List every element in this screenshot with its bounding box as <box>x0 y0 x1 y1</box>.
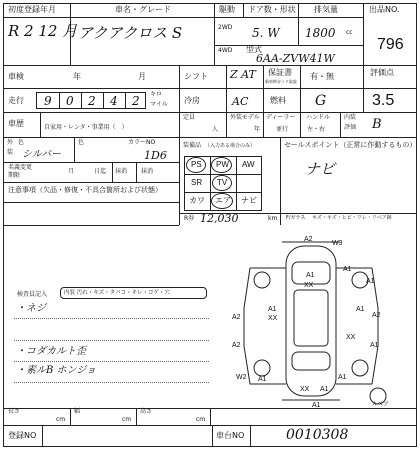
score-label: 評価点 <box>370 68 394 77</box>
mileage-digit: 4 <box>110 94 118 108</box>
first-registration-label: 初度登録年月 <box>8 5 56 14</box>
damage-mark: W3 <box>332 240 343 247</box>
inspector-header-box: 内装 汚れ・キズ・タバコ・キレ・コゲ・穴 <box>60 287 207 299</box>
damage-mark: A2 <box>232 342 241 349</box>
r-ticket-value: 12,030 <box>200 212 239 225</box>
damage-mark: A1 <box>258 376 267 383</box>
mileage-digits-box <box>36 92 146 109</box>
first-registration-value: R 2 12 月 <box>8 22 78 40</box>
inspector-note: ・コダカルト歪 <box>16 346 86 357</box>
mileage-digit: 9 <box>44 94 52 108</box>
mile-label: マイル <box>150 101 168 108</box>
equipment-leather: カワ <box>189 196 205 205</box>
header-divider <box>3 17 363 18</box>
r-ticket-label: R券 <box>184 215 195 222</box>
cancel-label: 抹消 <box>141 168 154 175</box>
damage-mark: XX <box>304 282 314 289</box>
cc-unit: cc <box>346 29 353 36</box>
color-no-label: カラーNO <box>128 139 156 146</box>
shift-value: Z AT <box>230 68 256 81</box>
warranty-options: 有・無 <box>310 72 334 81</box>
inspector-note: ・素ルB ホンジョ <box>16 365 97 376</box>
displacement-value: 1800 <box>305 26 336 40</box>
damage-mark: A1 <box>312 402 321 409</box>
damage-mark: A1 <box>320 386 329 393</box>
damage-mark: A1 <box>370 342 379 349</box>
history-options: 自家用・レンタ・事業用（ ） <box>44 124 128 131</box>
km-label: キロ <box>150 91 163 98</box>
dealer-label: ディーラー <box>266 114 296 121</box>
circle-mark <box>212 175 232 191</box>
auction-inspection-sheet: 初度登録年月 R 2 12 月 車名・グレード アクアクロス S 駆動 ドア数・形状 排気量 出品NO. 796 2WD 4WD 5. W 1800 cc 型式 6AA-ZVW41W 車検 年 月 シフト Z AT 保証書 新車時ガイド取説 有・無 評価点 3.5 走行 9 0 2 4 2 キロ マイル 冷房 AC 燃料 G 車歴 自家用・レンタ・事業用（ ） 定員 人 外装モデル 年 ディーラー 並行 ハンドル 左・右 内装 評価 B 外 装 色 シルバー 色 カラーNO 1D6 名義変更 期限 月 日迄 抹消 抹消 注意事項（欠品・修復・不具合箇所および状態） 装備品 （入力ある場合のみ） PS PW AW SR TV カワ エア ナビ R券 12,030 km セールスポイント（正常に作動するもの） ナビ F/ガラス キズ・キズ・ヒビ・ワレ・リペア跡 検査員記入 内装 汚れ・キズ・タバコ・キレ・コゲ・穴 ・ネジ ・コダカルト歪 ・素ルB ホンジョ A2 W3 A1 XX A1 A1 A1 XX A1 A2 A2 A2 XX A1 W2 A1 A1 XX A1 A1 スペア 長さ cm 幅 cm 高さ cm 登録NO 車台NO 0010308 <box>0 0 420 450</box>
drive-2wd-option: 2WD <box>218 24 233 31</box>
displacement-label: 排気量 <box>314 5 338 14</box>
color-no-value: 1D6 <box>144 149 167 162</box>
damage-mark: A1 <box>366 278 375 285</box>
drive-label: 駆動 <box>219 5 235 14</box>
damage-mark: XX <box>346 334 356 341</box>
damage-mark: XX <box>268 315 278 322</box>
glass-options: キズ・キズ・ヒビ・ワレ・リペア跡 <box>312 215 392 221</box>
damage-mark: A1 <box>306 272 315 279</box>
ac-label: 冷房 <box>184 96 200 105</box>
model-type-value: 6AA-ZVW41W <box>256 52 335 65</box>
width-label: 幅 <box>74 408 81 415</box>
damage-mark: A1 <box>356 306 365 313</box>
inspector-note: ・ネジ <box>16 303 46 314</box>
conditions-label: 注意事項（欠品・修復・不具合箇所および状態） <box>8 186 162 194</box>
damage-mark: A1 <box>343 266 352 273</box>
chassis-no-value: 0010308 <box>286 427 349 443</box>
spare-label: スペア <box>371 401 390 408</box>
glass-label: F/ガラス <box>286 215 306 221</box>
entry-no-value: 796 <box>377 36 404 53</box>
equipment-airbag: エア <box>215 196 231 205</box>
damage-mark: A1 <box>268 306 277 313</box>
damage-mark: A2 <box>304 236 313 243</box>
circle-mark <box>186 157 206 173</box>
equipment-label: 装備品 <box>183 142 202 149</box>
entry-no-label: 出品NO. <box>369 5 400 14</box>
inspection-label: 車検 <box>8 72 24 81</box>
damage-mark: A1 <box>338 374 347 381</box>
damage-mark: XX <box>300 386 310 393</box>
equipment-pw: PW <box>216 160 229 169</box>
car-name-value: アクアクロス S <box>78 24 183 42</box>
sales-point-value: ナビ <box>305 160 336 178</box>
ext-model-label: 外装モデル <box>230 114 260 121</box>
handle-label: ハンドル <box>306 114 331 121</box>
warranty-label: 保証書 <box>268 68 292 77</box>
mileage-digit: 2 <box>132 94 140 108</box>
equipment-tv: TV <box>217 178 228 187</box>
mileage-digit: 0 <box>66 94 74 108</box>
registration-no-label: 登録NO <box>8 431 37 440</box>
header-bottom-line <box>3 65 417 66</box>
color-value: シルバー <box>22 149 62 160</box>
handle-options: 左・右 <box>307 126 326 133</box>
interior-label: 内装 <box>344 114 357 121</box>
height-label: 高さ <box>140 408 153 415</box>
fuel-label: 燃料 <box>270 96 286 105</box>
color-label: 外 <box>7 139 14 146</box>
damage-mark: W2 <box>236 374 247 381</box>
damage-mark: A2 <box>232 314 241 321</box>
circle-mark <box>211 193 233 209</box>
equipment-ps: PS <box>191 160 202 169</box>
sales-point-label: セールスポイント（正常に作動するもの） <box>284 141 417 149</box>
equipment-aw: AW <box>242 160 255 169</box>
inspector-label: 検査員記入 <box>17 291 48 298</box>
door-shape-label: ドア数・形状 <box>248 5 296 14</box>
drive-4wd-option: 4WD <box>218 47 233 54</box>
length-label: 長さ <box>8 408 21 415</box>
ac-value: AC <box>232 95 249 108</box>
model-grade-label: 車名・グレード <box>115 5 171 14</box>
history-label: 車歴 <box>8 119 24 128</box>
equipment-sr: SR <box>191 178 203 187</box>
score-value: 3.5 <box>372 92 395 109</box>
mileage-label: 走行 <box>8 96 24 105</box>
renewal-label: 名義変更 <box>8 164 33 171</box>
shift-label: シフト <box>184 72 208 81</box>
circle-mark <box>211 157 232 173</box>
damage-mark: A2 <box>372 312 381 319</box>
expired-label: 抹消 <box>115 168 128 175</box>
mileage-digit: 2 <box>88 94 96 108</box>
equipment-navi: ナビ <box>241 196 257 205</box>
chassis-no-label: 車台NO <box>216 431 245 440</box>
model-type-label: 型式 <box>246 45 262 54</box>
fuel-value: G <box>315 93 327 109</box>
interior-value: B <box>372 117 382 132</box>
door-shape-value: 5. W <box>252 26 280 40</box>
capacity-label: 定員 <box>183 114 196 121</box>
